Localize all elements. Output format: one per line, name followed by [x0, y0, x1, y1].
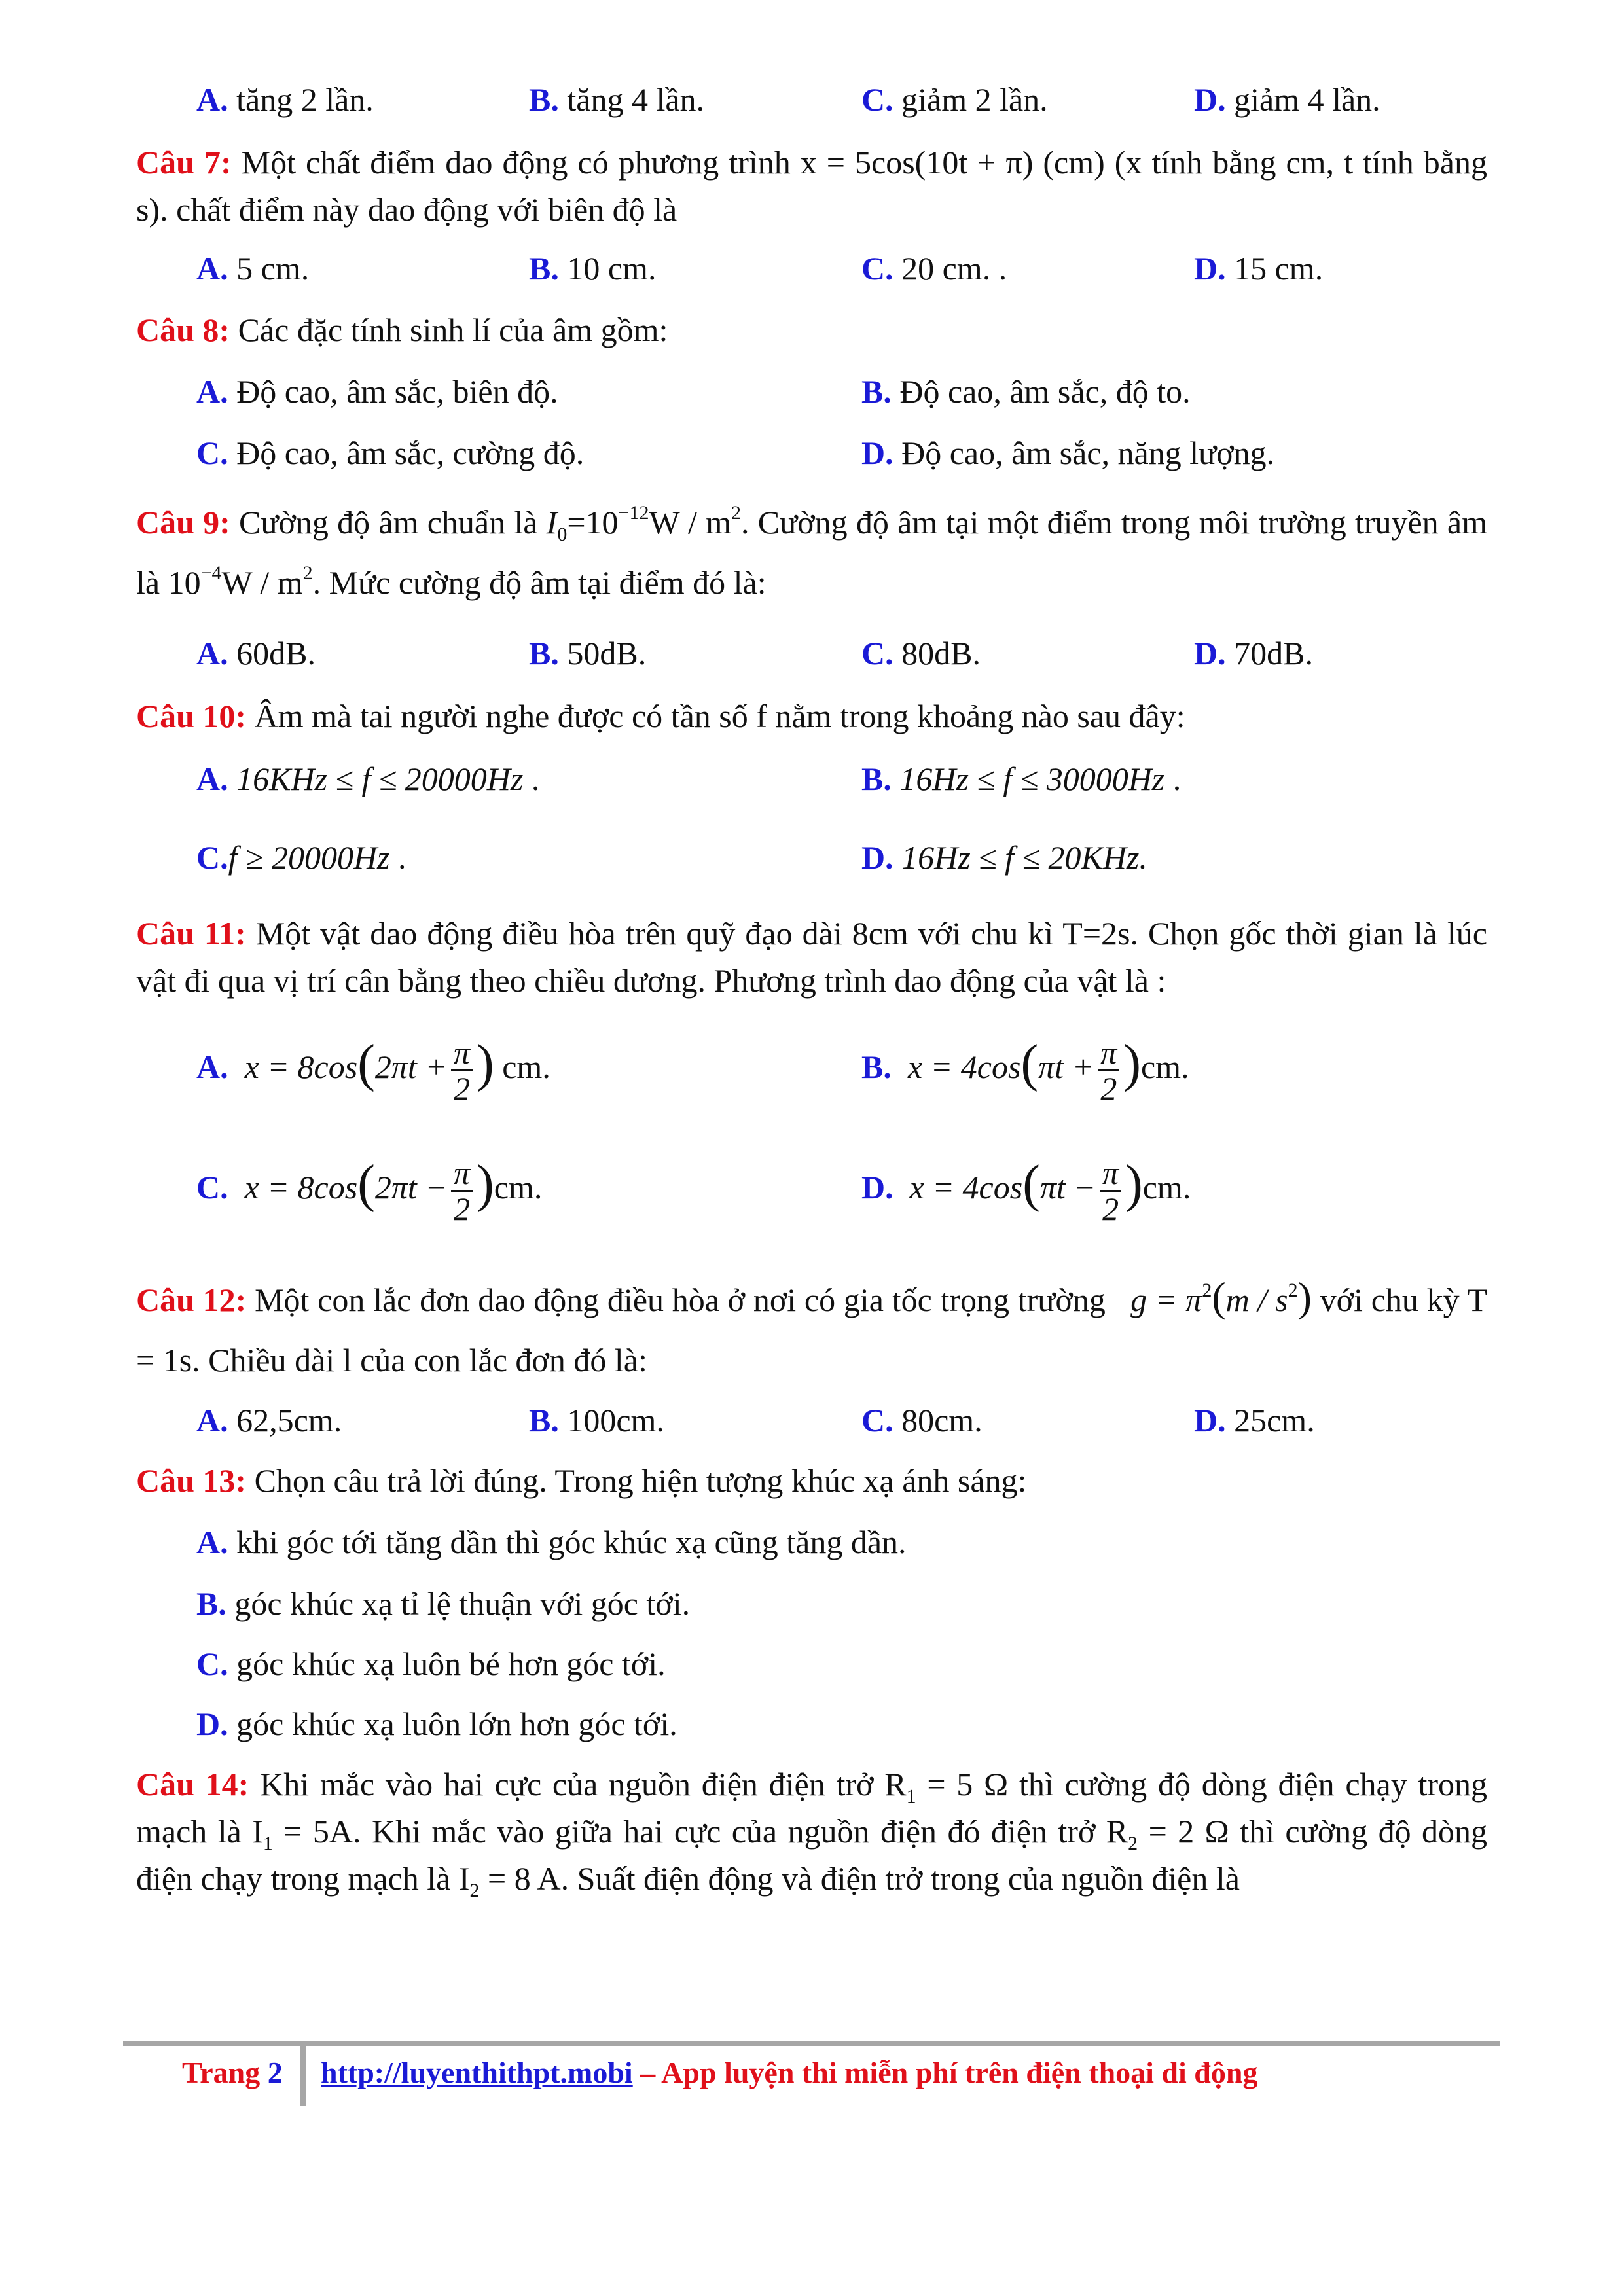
pi-over-2-fraction: $\frac{\pi}{2}$	[451, 1035, 473, 1105]
q8-options-row2	[196, 427, 1506, 479]
footer-text: http://luyenthithpt.mobi – App luyện thi miễn phí trên điện thoại di động	[321, 2056, 1258, 2089]
q9-option-c: C. 80dB.	[861, 635, 981, 672]
q13-option-b: B. góc khúc xạ tỉ lệ thuận với góc tới.	[196, 1585, 691, 1622]
q12-option-b: B. 100cm.	[529, 1402, 664, 1439]
q7-options	[196, 242, 1506, 295]
q11-option-d: D. x = 4cos(πt − $\frac{\pi}{2}$ )cm.	[861, 1155, 1191, 1228]
q12-option-a: A. 62,5cm.	[196, 1402, 342, 1439]
q10-option-d: D. 16Hz ≤ f ≤ 20KHz.	[861, 839, 1147, 876]
footer-link[interactable]: http://luyenthithpt.mobi	[321, 2056, 633, 2089]
q10-option-b: B. 16Hz ≤ f ≤ 30000Hz .	[861, 761, 1182, 797]
q13-option-a: A. khi góc tới tăng dần thì góc khúc xạ cũng tăng dần.	[196, 1524, 907, 1560]
q12-options	[196, 1394, 1506, 1446]
q8-option-c: C. Độ cao, âm sắc, cường độ.	[196, 435, 585, 471]
q12-stem: Câu 12: Một con lắc đơn dao động điều hòa ở nơi có gia tốc trọng trường $g = \pi^2(m / s^2)$ với chu kỳ T = 1s. Chiều dài l của con lắc đơn đó là:	[136, 1274, 1488, 1378]
q6-option-d: D. giảm 4 lần.	[1194, 81, 1380, 118]
q6-option-c: C. giảm 2 lần.	[861, 81, 1048, 118]
q9-stem: Câu 9: Cường độ âm chuẩn là $I_0=10^{-12}W / m^2$. Cường độ âm tại một điểm trong môi trường truyền âm là $10^{-4}W / m^2$. Mức cường độ âm tại điểm đó là:	[136, 502, 1488, 601]
q13-option-c: C. góc khúc xạ luôn bé hơn góc tới.	[196, 1645, 666, 1682]
pi-over-2-fraction: $\frac{\pi}{2}$	[1100, 1156, 1121, 1226]
q12-option-d: D. 25cm.	[1194, 1402, 1315, 1439]
q8-stem: Câu 8: Các đặc tính sinh lí của âm gồm:	[136, 312, 668, 348]
q10-stem: Câu 10: Âm mà tai người nghe được có tần số f nằm trong khoảng nào sau đây:	[136, 698, 1185, 734]
q11-option-c: C. x = 8cos(2πt − $\frac{\pi}{2}$ )cm.	[196, 1155, 543, 1228]
q10-option-a: A. 16KHz ≤ f ≤ 20000Hz .	[196, 761, 540, 797]
q7-option-b: B. 10 cm.	[529, 250, 657, 287]
q8-option-a: A. Độ cao, âm sắc, biên độ.	[196, 373, 558, 410]
footer-separator	[300, 2046, 306, 2106]
q13-option-d: D. góc khúc xạ luôn lớn hơn góc tới.	[196, 1706, 677, 1742]
q8-option-d: D. Độ cao, âm sắc, năng lượng.	[861, 435, 1275, 471]
q6-option-b: B. tăng 4 lần.	[529, 81, 705, 118]
footer-divider	[123, 2041, 1500, 2046]
q11-option-a: A. x = 8cos(2πt + $\frac{\pi}{2}$ ) cm.	[196, 1034, 550, 1107]
q9-option-a: A. 60dB.	[196, 635, 316, 672]
q6-option-a: A. tăng 2 lần.	[196, 81, 374, 118]
q12-option-c: C. 80cm.	[861, 1402, 983, 1439]
pi-over-2-fraction: $\frac{\pi}{2}$	[1098, 1035, 1119, 1105]
q6-options	[196, 73, 1506, 126]
q7-stem: Câu 7: Một chất điểm dao động có phương trình x = 5cos(10t + π) (cm) (x tính bằng cm, t tính bằng s). chất điểm này dao động với biên độ là	[136, 144, 1487, 228]
q10-options-row1	[196, 753, 1506, 805]
q11-stem: Câu 11: Một vật dao động điều hòa trên quỹ đạo dài 8cm với chu kì T=2s. Chọn gốc thời gian là lúc vật đi qua vị trí cân bằng theo chiều dương. Phương trình dao động của vật là :	[136, 915, 1487, 999]
q8-option-b: B. Độ cao, âm sắc, độ to.	[861, 373, 1191, 410]
q8-options-row1	[196, 365, 1506, 418]
q9-option-d: D. 70dB.	[1194, 635, 1313, 672]
q7-option-c: C. 20 cm. .	[861, 250, 1007, 287]
q10-options-row2	[196, 831, 1506, 884]
q13-stem: Câu 13: Chọn câu trả lời đúng. Trong hiện tượng khúc xạ ánh sáng:	[136, 1462, 1027, 1499]
q11-options-row2	[196, 1141, 1506, 1233]
pi-over-2-fraction: $\frac{\pi}{2}$	[451, 1156, 473, 1226]
q9-options	[196, 627, 1506, 679]
page-number: Trang 2	[182, 2056, 283, 2089]
q11-options-row1	[196, 1021, 1506, 1113]
q14-stem: Câu 14: Khi mắc vào hai cực của nguồn điện điện trở $R_1 = 5$ Ω thì cường độ dòng điện chạy trong mạch là $I_1 = 5A$. Khi mắc vào giữa hai cực của nguồn điện đó điện trở $R_2 = 2$ Ω thì cường độ dòng điện chạy trong mạch là $I_2 = 8$ A. Suất điện động và điện trở trong của nguồn điện là	[136, 1766, 1488, 1901]
q9-option-b: B. 50dB.	[529, 635, 647, 672]
q10-option-c: C.f ≥ 20000Hz .	[196, 839, 406, 876]
q7-option-a: A. 5 cm.	[196, 250, 310, 287]
q7-option-d: D. 15 cm.	[1194, 250, 1324, 287]
q11-option-b: B. x = 4cos(πt + $\frac{\pi}{2}$ )cm.	[861, 1034, 1189, 1107]
